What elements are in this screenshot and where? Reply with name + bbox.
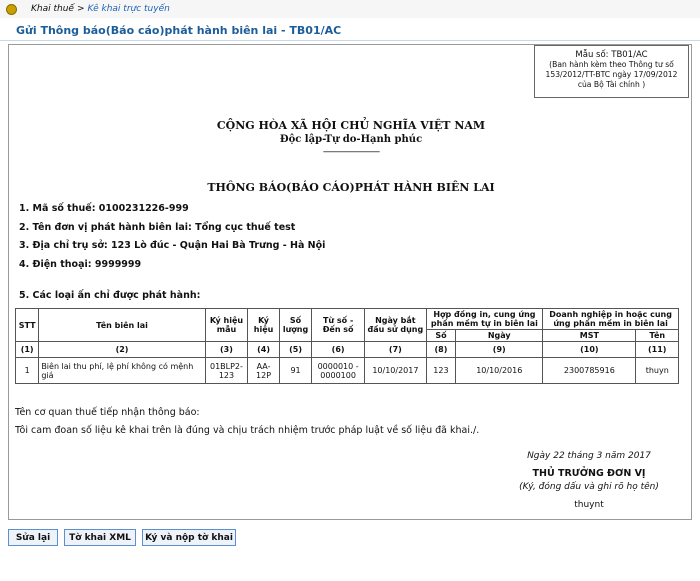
signer-name: thuynt <box>574 500 604 510</box>
sign-submit-button[interactable]: Ký và nộp tờ khai <box>142 529 236 546</box>
breadcrumb <box>0 0 700 18</box>
cell-contract-date: 10/10/2016 <box>456 358 543 384</box>
th-company: Doanh nghiệp in hoặc cung ứng phần mềm in biên lai <box>543 309 679 330</box>
col-number: (10) <box>543 342 636 358</box>
th-mst: MST <box>543 330 636 342</box>
form-note-line3: của Bộ Tài chính ) <box>577 80 646 89</box>
form-code-box <box>534 45 689 98</box>
th-range: Từ số - Đến số <box>312 309 365 342</box>
th-contract: Hợp đồng in, cung ứng phần mềm tự in biên lai <box>426 309 543 330</box>
signing-date: Ngày 22 tháng 3 năm 2017 <box>527 451 651 461</box>
declaration-document <box>8 44 692 520</box>
head-title: THỦ TRƯỞNG ĐƠN VỊ <box>532 468 646 479</box>
receipt-table <box>15 308 679 384</box>
document-heading: THÔNG BÁO(BÁO CÁO)PHÁT HÀNH BIÊN LAI <box>207 181 495 194</box>
table-row <box>16 358 679 384</box>
cell-qty: 91 <box>279 358 311 384</box>
recipient-label: Tên cơ quan thuế tiếp nhận thông báo: <box>15 407 200 418</box>
th-stt: STT <box>16 309 39 342</box>
xml-button[interactable]: Tờ khai XML <box>64 529 136 546</box>
emblem-icon <box>6 4 17 15</box>
breadcrumb-current[interactable]: Kê khai trực tuyến <box>87 4 170 14</box>
cell-company-name: thuyn <box>636 358 679 384</box>
address-line: 3. Địa chỉ trụ sở: 123 Lò đúc - Quận Hai Bà Trưng - Hà Nội <box>19 240 326 251</box>
th-qty: Số lượng <box>279 309 311 342</box>
th-contract-date: Ngày <box>456 330 543 342</box>
th-name: Tên biên lai <box>39 309 205 342</box>
breadcrumb-separator: > <box>76 4 85 14</box>
th-sign: Ký hiệu <box>248 309 280 342</box>
col-number: (3) <box>205 342 247 358</box>
col-number: (7) <box>365 342 426 358</box>
motto-divider: ------------------------- <box>322 147 380 157</box>
cell-sign: AA-12P <box>248 358 280 384</box>
cell-mst: 2300785916 <box>543 358 636 384</box>
cell-stt: 1 <box>16 358 39 384</box>
national-motto: Độc lập-Tự do-Hạnh phúc <box>279 134 423 145</box>
title-divider <box>0 40 700 41</box>
col-number: (8) <box>426 342 456 358</box>
col-number: (1) <box>16 342 39 358</box>
col-number: (9) <box>456 342 543 358</box>
national-title: CỘNG HÒA XÃ HỘI CHỦ NGHĨA VIỆT NAM <box>216 119 486 132</box>
form-note-line1: (Ban hành kèm theo Thông tư số <box>549 60 674 69</box>
cell-contract-no: 123 <box>426 358 456 384</box>
cell-symbol: 01BLP2-123 <box>205 358 247 384</box>
section5-label: 5. Các loại ấn chỉ được phát hành: <box>19 290 201 301</box>
col-number: (4) <box>248 342 280 358</box>
form-note-line2: 153/2012/TT-BTC ngày 17/09/2012 <box>545 70 678 79</box>
cell-name: Biên lai thu phí, lệ phí không có mệnh giá <box>39 358 205 384</box>
sign-note: (Ký, đóng dấu và ghi rõ họ tên) <box>519 482 659 492</box>
commitment-text: Tôi cam đoan số liệu kê khai trên là đúng và chịu trách nhiệm trước pháp luật về số liệu đã khai./. <box>15 425 480 436</box>
col-number: (6) <box>312 342 365 358</box>
th-start: Ngày bắt đầu sử dụng <box>365 309 426 342</box>
th-contract-no: Số <box>426 330 456 342</box>
form-code: Mẫu số: TB01/AC <box>575 50 648 60</box>
th-company-name: Tên <box>636 330 679 342</box>
col-number: (2) <box>39 342 205 358</box>
col-number: (5) <box>279 342 311 358</box>
tax-id-line: 1. Mã số thuế: 0100231226-999 <box>19 203 189 214</box>
th-symbol: Ký hiệu mẫu <box>205 309 247 342</box>
cell-start: 10/10/2017 <box>365 358 426 384</box>
edit-button[interactable]: Sửa lại <box>8 529 58 546</box>
page-title: Gửi Thông báo(Báo cáo)phát hành biên lai - TB01/AC <box>16 24 342 37</box>
unit-name-line: 2. Tên đơn vị phát hành biên lai: Tổng cục thuế test <box>19 222 296 233</box>
breadcrumb-root[interactable]: Khai thuế <box>31 4 74 14</box>
phone-line: 4. Điện thoại: 9999999 <box>19 259 142 270</box>
cell-range: 0000010 - 0000100 <box>312 358 365 384</box>
col-number: (11) <box>636 342 679 358</box>
